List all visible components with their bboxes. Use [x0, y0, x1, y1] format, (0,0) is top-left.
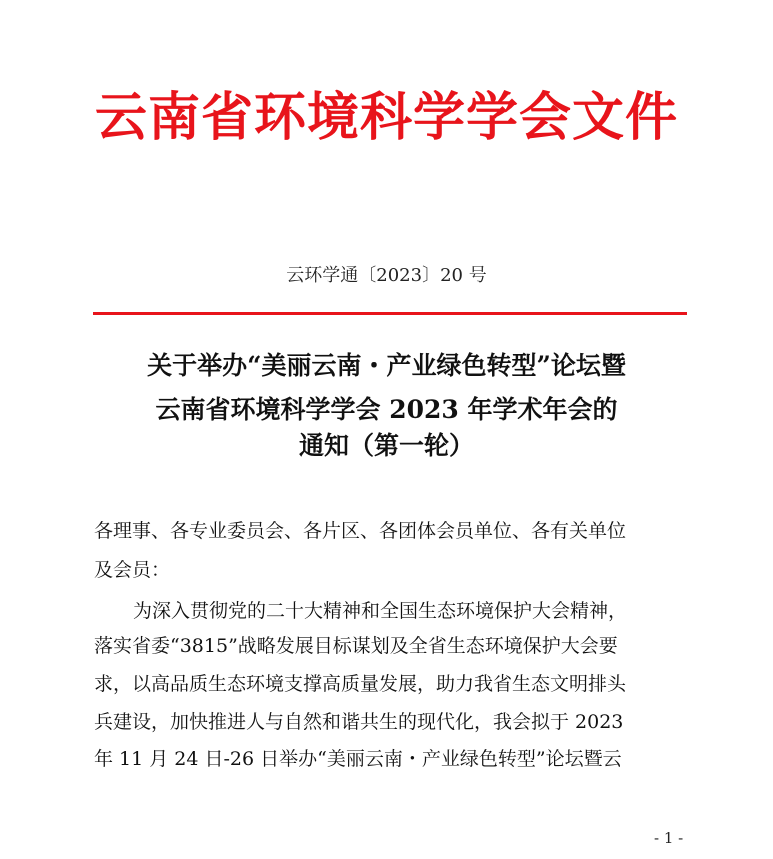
notice-title-line-1: 关于举办“美丽云南・产业绿色转型”论坛暨: [147, 351, 626, 380]
body-text-line: 为深入贯彻党的二十大精神和全国生态环境保护大会精神，: [133, 600, 628, 622]
document-masthead: 云南省环境科学学会文件: [94, 87, 678, 148]
body-text-line: 各理事、各专业委员会、各片区、各团体会员单位、各有关单位: [94, 520, 627, 542]
page-number: - 1 -: [654, 829, 684, 847]
body-text-line: 落实省委“3815”战略发展目标谋划及全省生态环境保护大会要: [94, 635, 618, 657]
body-text-line: 兵建设，加快推进人与自然和谐共生的现代化，我会拟于 2023: [94, 711, 624, 733]
notice-title-line-2: 云南省环境科学学会 2023 年学术年会的: [155, 395, 618, 424]
notice-title-line-3: 通知（第一轮）: [298, 431, 474, 460]
body-text-line: 年 11 月 24 日-26 日举办“美丽云南・产业绿色转型”论坛暨云: [94, 748, 622, 770]
document-number: 云环学通〔2023〕20 号: [286, 265, 487, 286]
red-divider-line: [93, 312, 687, 315]
body-text-line: 及会员：: [94, 559, 171, 581]
body-text-line: 求，以高品质生态环境支撑高质量发展，助力我省生态文明排头: [94, 673, 627, 695]
